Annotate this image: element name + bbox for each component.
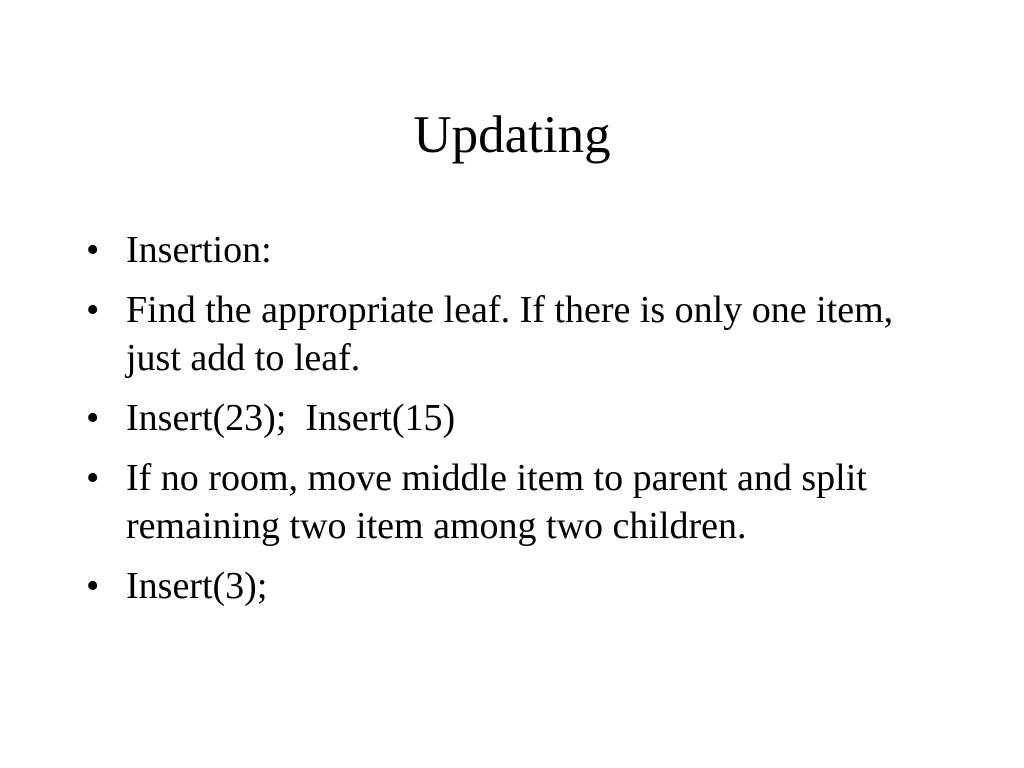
bullet-text: Insertion: xyxy=(126,229,272,271)
slide-title: Updating xyxy=(413,106,611,164)
bullet-icon: • xyxy=(86,289,100,331)
bullet-item-insert-3 xyxy=(86,562,946,610)
bullet-item-find-leaf xyxy=(86,286,946,382)
bullet-item-insert-23-15 xyxy=(86,394,946,442)
bullet-item-insertion xyxy=(86,226,946,274)
bullet-icon: • xyxy=(86,229,100,271)
bullet-icon: • xyxy=(86,397,100,439)
bullet-list xyxy=(86,226,946,622)
bullet-icon: • xyxy=(86,457,100,499)
bullet-text: Insert(23); Insert(15) xyxy=(126,397,456,439)
bullet-item-no-room xyxy=(86,454,946,550)
bullet-text: If no room, move middle item to parent and split remaining two item among two children. xyxy=(126,457,867,547)
bullet-icon: • xyxy=(86,565,100,607)
bullet-text: Find the appropriate leaf. If there is only one item, just add to leaf. xyxy=(126,289,894,379)
bullet-text: Insert(3); xyxy=(126,565,268,607)
